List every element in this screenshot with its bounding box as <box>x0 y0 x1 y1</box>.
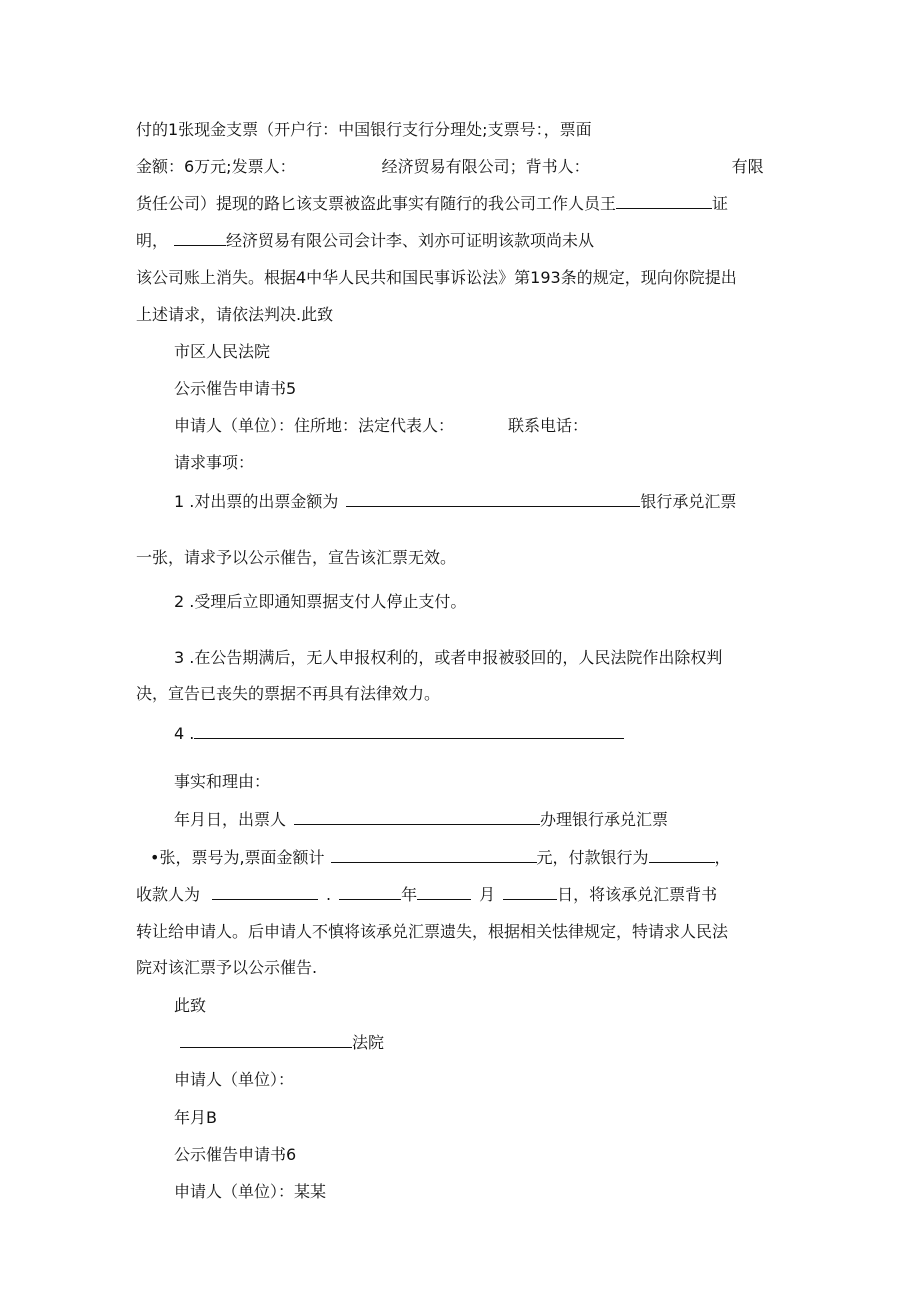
requests-heading <box>174 453 254 473</box>
facts-line-4 <box>136 922 728 942</box>
text-span: 申请人（单位）：某某 <box>174 1182 327 1201</box>
text-span: 院对该汇票予以公示催告. <box>136 958 318 977</box>
text-span: 经济贸易有限公司；背书人： <box>381 157 590 176</box>
blank-line <box>616 194 712 209</box>
text-span: 1 .对出票的出票金额为 <box>174 492 339 511</box>
text-span: . <box>326 885 332 904</box>
text-line-3 <box>136 194 728 214</box>
text-span: 收款人为 <box>136 885 201 904</box>
blank-line <box>339 885 401 900</box>
blank-line <box>503 885 557 900</box>
text-span: 年 <box>401 885 418 904</box>
text-span: 2 .受理后立即通知票据支付人停止支付。 <box>174 592 467 611</box>
facts-line-1 <box>174 810 668 830</box>
text-line-6 <box>136 305 333 325</box>
text-span: 年月日，出票人 <box>174 810 287 829</box>
request-item-1 <box>174 492 736 512</box>
text-span: 明， <box>136 231 169 250</box>
text-span: 3 .在公告期满后，无人申报权利的，或者申报被驳回的，人民法院作出除权判 <box>174 648 723 667</box>
request-item-1-cont <box>136 548 456 568</box>
text-span: 日，将该承兑汇票背书 <box>557 885 718 904</box>
text-span: 一张，请求予以公示催告，宣告该汇票无效。 <box>136 548 457 567</box>
text-span: 金额：6万元;发票人： <box>136 157 296 176</box>
text-span: 4 . <box>174 724 195 743</box>
text-span: •张，票号为,票面金额计 <box>150 848 325 867</box>
text-span: 公示催告申请书6 <box>174 1145 297 1164</box>
applicant-name-line <box>174 1182 326 1202</box>
blank-line <box>174 231 226 246</box>
text-span: 年月B <box>174 1108 217 1127</box>
text-span: 付的1张现金支票（开户行：中国银行支行分理处;支票号：，票面 <box>136 120 592 139</box>
facts-line-5 <box>136 958 317 978</box>
applicant-info-line <box>174 416 588 436</box>
facts-heading <box>174 772 270 792</box>
closing-salutation <box>174 996 206 1016</box>
request-item-4 <box>174 724 624 744</box>
applicant-signature <box>174 1070 294 1090</box>
date-line <box>174 1108 217 1128</box>
text-span: 银行承兑汇票 <box>640 492 737 511</box>
text-span: 申请人（单位）： <box>174 1070 295 1089</box>
text-line-4 <box>136 231 594 251</box>
text-line-1 <box>136 120 592 140</box>
text-span: 请求事项： <box>174 453 255 472</box>
text-span: 货任公司）提现的路匕该支票被盗此事实有随行的我公司工作人员王 <box>136 194 617 213</box>
text-span: 转让给申请人。后申请人不慎将该承兑汇票遗失，根据相关怯律规定，特请求人民法 <box>136 922 729 941</box>
blank-line <box>331 848 537 863</box>
text-span: 证 <box>712 194 729 213</box>
blank-line <box>346 492 640 507</box>
court-addressee <box>180 1033 384 1053</box>
section-title-6 <box>174 1145 296 1165</box>
blank-line <box>180 1033 352 1048</box>
text-span: 元，付款银行为 <box>536 848 649 867</box>
text-span: 联系电话： <box>508 416 589 435</box>
request-item-3 <box>174 648 722 668</box>
text-span: 决，宣告已丧失的票据不再具有法律效力。 <box>136 684 441 703</box>
blank-line <box>294 810 540 825</box>
facts-line-3 <box>136 885 717 905</box>
text-span: 事实和理由： <box>174 772 271 791</box>
request-item-3-cont <box>136 684 440 704</box>
text-span: 经济贸易有限公司会计李、刘亦可证明该款项尚未从 <box>226 231 595 250</box>
text-span: 上述请求，请依法判决.此致 <box>136 305 334 324</box>
text-span: 市区人民法院 <box>174 342 271 361</box>
blank-line <box>417 885 471 900</box>
court-name <box>174 342 270 362</box>
text-span: 办理银行承兑汇票 <box>540 810 669 829</box>
blank-line <box>194 724 624 739</box>
text-span: 公示催告申请书5 <box>174 379 297 398</box>
text-span: 此致 <box>174 996 207 1015</box>
text-line-2 <box>136 157 764 177</box>
text-span: ， <box>714 848 731 867</box>
blank-line <box>212 885 318 900</box>
facts-line-2 <box>150 848 731 868</box>
text-line-5 <box>136 268 737 288</box>
text-span: 申请人（单位）：住所地：法定代表人： <box>174 416 455 435</box>
text-span: 有限 <box>731 157 764 176</box>
text-span: 该公司账上消失。根据4中华人民共和国民事诉讼法》第193条的规定，现向你院提出 <box>136 268 737 287</box>
text-span: 法院 <box>352 1033 385 1052</box>
text-span: 月 <box>479 885 496 904</box>
request-item-2 <box>174 592 466 612</box>
blank-line <box>649 848 715 863</box>
section-title-5 <box>174 379 296 399</box>
